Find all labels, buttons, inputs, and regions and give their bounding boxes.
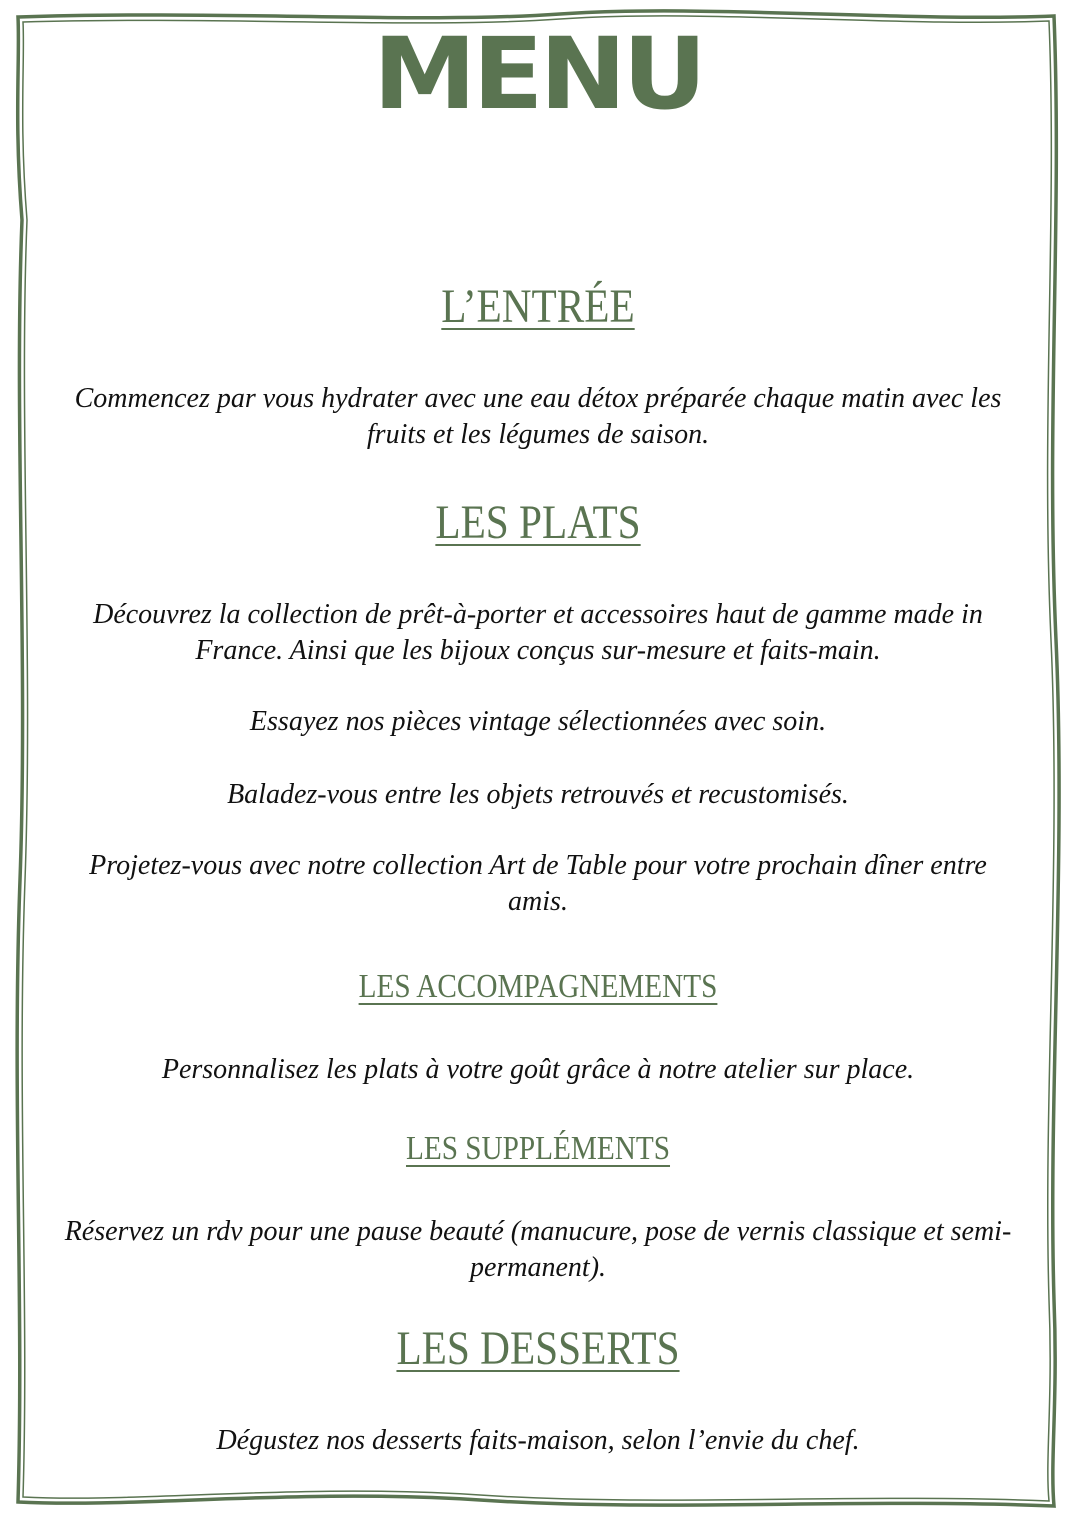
section-text-entree: Commencez par vous hydrater avec une eau détox préparée chaque matin avec les fruits et les légumes de saison. — [74, 383, 1002, 450]
section-text-plats-4: Projetez-vous avec notre collection Art de Table pour votre prochain dîner entre amis. — [89, 850, 987, 917]
section-text-desserts: Dégustez nos desserts faits-maison, selon l’envie du chef. — [216, 1425, 860, 1456]
section-heading-plats: LES PLATS — [435, 496, 641, 549]
section-text-supplements: Réservez un rdv pour une pause beauté (manucure, pose de vernis classique et semi-permanent). — [64, 1216, 1012, 1283]
section-heading-supplements: LES SUPPLÉMENTS — [405, 1130, 671, 1167]
section-heading-desserts: LES DESSERTS — [396, 1322, 680, 1375]
page-title: MENU — [372, 16, 704, 132]
section-text-plats-2: Essayez nos pièces vintage sélectionnées avec soin. — [249, 706, 827, 737]
section-heading-accompagnements: LES ACCOMPAGNEMENTS — [358, 968, 718, 1005]
section-heading-entree: L’ENTRÉE — [441, 280, 635, 333]
section-text-plats-3: Baladez-vous entre les objets retrouvés et recustomisés. — [227, 779, 849, 810]
section-text-plats-1: Découvrez la collection de prêt-à-porter et accessoires haut de gamme made in France. Ainsi que les bijoux conçus sur-mesure et faits-main. — [93, 599, 983, 666]
section-text-accompagnements: Personnalisez les plats à votre goût grâce à notre atelier sur place. — [161, 1054, 915, 1085]
